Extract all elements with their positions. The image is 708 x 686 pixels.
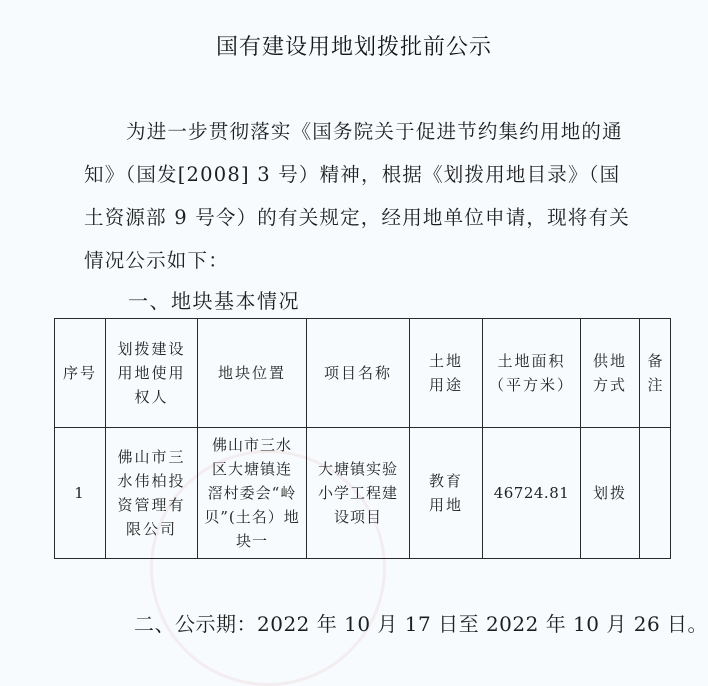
table-row — [55, 428, 671, 559]
header-supply-method: 供地 方式 — [581, 319, 640, 428]
header-holder: 划拨建设 用地使用 权人 — [106, 319, 198, 428]
intro-line: 为进一步贯彻落实《国务院关于促进节约集约用地的通 — [126, 120, 623, 143]
section-heading-plot-info: 一、地块基本情况 — [128, 289, 300, 313]
cell-remarks — [640, 428, 671, 559]
intro-line: 土资源部 9 号令）的有关规定，经用地单位申请，现将有关 — [84, 206, 630, 229]
cell-location: 佛山市三水 区大塘镇连 滘村委会“岭 贝”(土名）地 块一 — [198, 428, 307, 559]
table-header-row — [55, 319, 671, 428]
header-project: 项目名称 — [307, 319, 410, 428]
header-use: 土地 用途 — [410, 319, 483, 428]
land-info-table — [54, 318, 671, 559]
intro-line: 情况公示如下： — [84, 249, 229, 272]
intro-paragraph — [84, 110, 664, 282]
cell-seq: 1 — [55, 428, 106, 559]
cell-supply-method: 划拨 — [581, 428, 640, 559]
header-seq: 序号 — [55, 319, 106, 428]
document-title: 国有建设用地划拨批前公示 — [215, 35, 492, 60]
header-area: 土地面积 （平方米） — [483, 319, 581, 428]
cell-use: 教育 用地 — [410, 428, 483, 559]
header-location: 地块位置 — [198, 319, 307, 428]
cell-holder: 佛山市三 水伟柏投 资管理有 限公司 — [106, 428, 198, 559]
publicity-period: 二、公示期：2022 年 10 月 17 日至 2022 年 10 月 26 日。 — [134, 612, 708, 636]
intro-line: 知》（国发[2008] 3 号）精神，根据《划拨用地目录》（国 — [84, 163, 621, 186]
header-remarks: 备 注 — [640, 319, 671, 428]
cell-area: 46724.81 — [483, 428, 581, 559]
cell-project: 大塘镇实验 小学工程建 设项目 — [307, 428, 410, 559]
